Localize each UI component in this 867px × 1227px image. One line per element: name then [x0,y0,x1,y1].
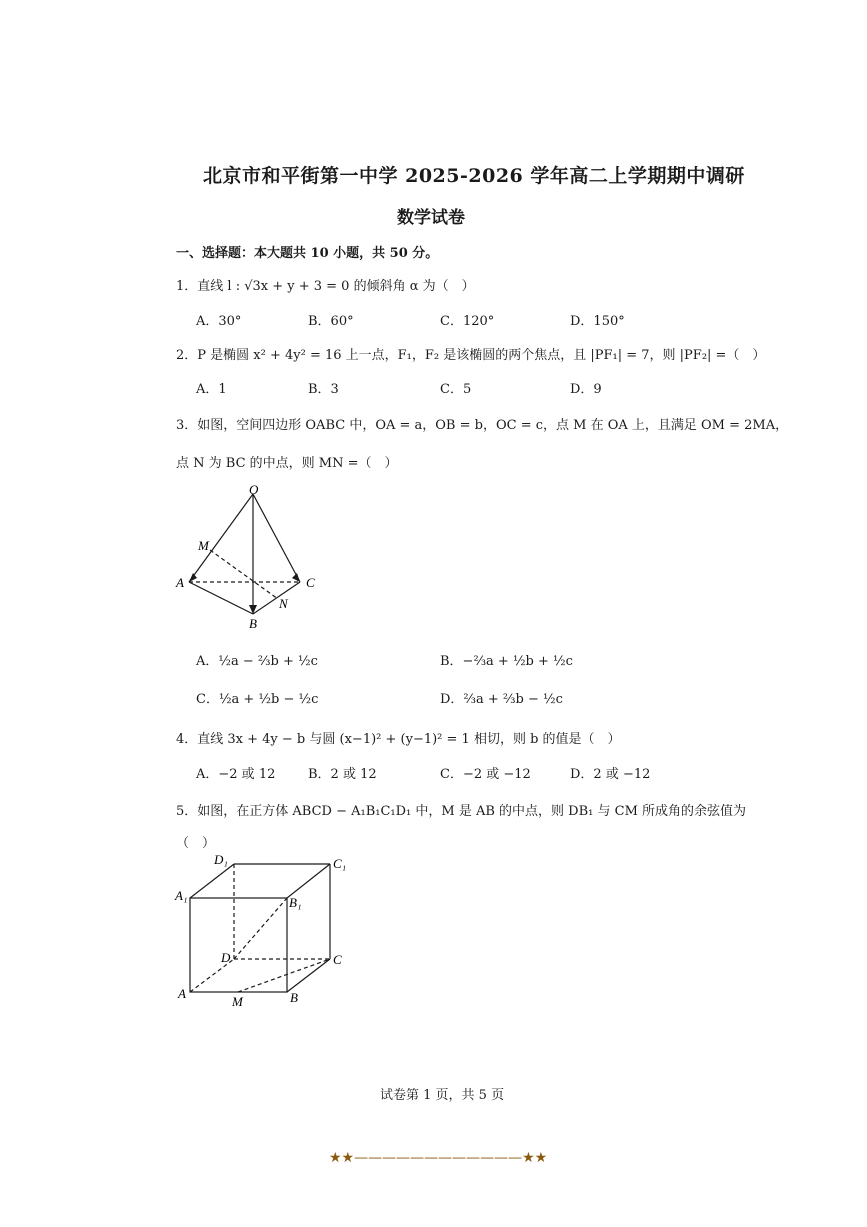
q3-option-b: B．−⅔a + ½b + ½c [440,654,573,669]
tetrahedron-figure [172,482,332,634]
label-c: C [333,952,342,967]
q2-option-a: A．1 [196,382,227,397]
q3-option-c: C．½a + ½b − ½c [196,692,319,707]
q3-option-a: A．½a − ⅔b + ½c [196,654,318,669]
question-5-stem-line2: （ ） [176,836,216,851]
arrow-a-icon [189,573,197,582]
question-3-stem-line1: 3．如图，空间四边形 OABC 中，OA = a，OB = b，OC = c，点 M 在 OA 上，且满足 OM = 2MA， [176,418,789,433]
q4-option-c: C．−2 或 −12 [440,767,531,782]
label-a: A [176,575,184,590]
label-a: A [178,986,186,1001]
q3-option-d: D．⅔a + ⅔b − ½c [440,692,563,707]
segment-cm-dashed [238,959,330,992]
arrow-c-icon [292,573,300,582]
q4-option-b: B．2 或 12 [308,767,377,782]
question-5-stem-line1: 5．如图，在正方体 ABCD − A₁B₁C₁D₁ 中，M 是 AB 的中点，则 DB₁ 与 CM 所成角的余弦值为 [176,804,747,819]
q4-option-a: A．−2 或 12 [196,767,276,782]
q2-option-c: C．5 [440,382,472,397]
question-2-stem: 2．P 是椭圆 x² + 4y² = 16 上一点，F₁，F₂ 是该椭圆的两个焦点，且 |PF₁| = 7，则 |PF₂| =（ ） [176,348,766,363]
q1-option-a: A．30° [196,314,242,329]
q1-option-b: B．60° [308,314,354,329]
question-3-stem-line2: 点 N 为 BC 的中点，则 MN =（ ） [176,456,398,471]
exam-subtitle: 数学试卷 [397,208,465,228]
q4-option-d: D．2 或 −12 [570,767,651,782]
q2-option-d: D．9 [570,382,602,397]
label-b1: B₁ [289,895,302,910]
edge-oc [253,494,300,582]
segment-mn-dashed [210,550,278,599]
edge-a1d1 [190,864,234,898]
label-d1: D₁ [214,852,228,867]
edge-b1c1 [287,864,330,898]
label-c: C [306,575,315,590]
front-face [190,898,287,992]
segment-db1-dashed [234,898,287,959]
section-heading: 一、选择题：本大题共 10 小题，共 50 分。 [176,246,439,261]
label-b: B [290,990,298,1005]
edge-bc [253,582,300,614]
question-4-stem: 4．直线 3x + 4y − b 与圆 (x−1)² + (y−1)² = 1 相切，则 b 的值是（ ） [176,732,621,747]
label-b: B [249,616,257,631]
q1-option-c: C．120° [440,314,495,329]
label-m: M [232,994,243,1009]
q2-option-b: B．3 [308,382,339,397]
exam-title: 北京市和平街第一中学 2025-2026 学年高二上学期期中调研 [203,165,745,187]
label-m: M [198,538,209,553]
label-a1: A₁ [175,888,188,903]
label-c1: C₁ [333,856,347,871]
decorative-divider: ★★————————————★★ [329,1150,548,1166]
label-n: N [279,596,288,611]
edge-ab [189,582,253,614]
edge-bc [287,959,330,992]
question-1-stem: 1．直线 l : √3x + y + 3 = 0 的倾斜角 α 为（ ） [176,279,475,294]
label-o: O [249,482,259,497]
label-d: D [221,950,231,965]
q1-option-d: D．150° [570,314,625,329]
cube-figure [172,852,352,1012]
page-footer: 试卷第 1 页，共 5 页 [380,1088,505,1103]
